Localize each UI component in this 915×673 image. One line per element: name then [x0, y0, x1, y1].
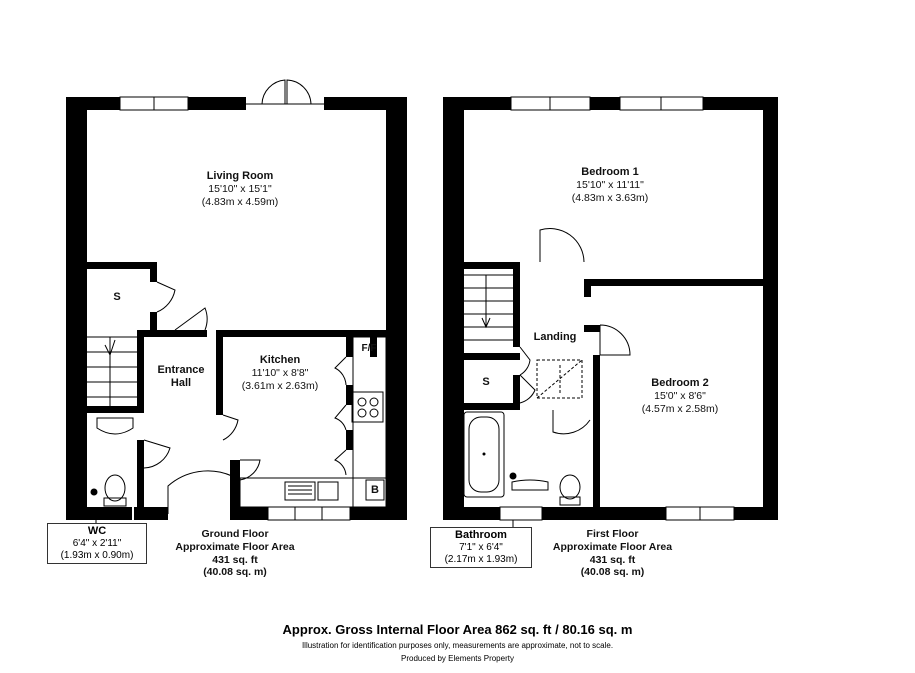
- disclaimer-text: Illustration for identification purposes only, measurements are approximate, not to scale.: [301, 641, 614, 650]
- first-windows: [500, 97, 734, 520]
- first-floor-sqm: (40.08 sq. m): [580, 566, 645, 579]
- entrance-hall-line2: Hall: [170, 377, 192, 390]
- ground-floor-title: Ground Floor: [201, 528, 269, 540]
- boiler-label: B: [371, 484, 379, 496]
- ground-east-wall: [386, 97, 407, 520]
- ground-door-swings: [144, 282, 346, 514]
- french-doors-icon: [246, 80, 324, 104]
- first-floor-plan: [443, 97, 778, 520]
- ground-floor-sqm: (40.08 sq. m): [203, 566, 267, 579]
- sink-icon: [285, 482, 315, 500]
- bedroom2-imperial: 15'0" x 8'6": [654, 390, 706, 403]
- toilet-icon: [105, 475, 125, 501]
- first-stairs: [464, 275, 513, 340]
- bedroom2-name: Bedroom 2: [651, 377, 709, 389]
- ground-north-wall: [66, 97, 120, 110]
- bathroom-basin-icon: [512, 480, 548, 490]
- ground-floor-area: [150, 528, 320, 579]
- living-room-metric: (4.83m x 4.59m): [201, 196, 279, 209]
- fridge-freezer-label: F/F: [361, 343, 377, 354]
- ground-stairs: [87, 337, 137, 406]
- wc-label: [47, 523, 147, 564]
- entrance-hall-line1: Entrance: [157, 364, 205, 376]
- first-floor-area: [530, 528, 695, 579]
- bedroom1-imperial: 15'10" x 11'11": [576, 179, 644, 192]
- bathroom-imperial: 7'1" x 6'4": [459, 542, 503, 554]
- bathroom-metric: (2.17m x 1.93m): [444, 554, 518, 566]
- ground-south-wall: [66, 507, 132, 520]
- wc-metric: (1.93m x 0.90m): [60, 550, 134, 562]
- bedroom1-label: [550, 166, 670, 205]
- kitchen-metric: (3.61m x 2.63m): [241, 380, 319, 393]
- ground-floor-subtitle: Approximate Floor Area: [175, 540, 295, 553]
- bedroom2-label: [620, 377, 740, 416]
- bathroom-label: [430, 527, 532, 568]
- wc-fixtures: [97, 418, 133, 506]
- entrance-hall-label: [146, 364, 216, 391]
- bathroom-name: Bathroom: [455, 529, 507, 541]
- wc-name: WC: [87, 525, 107, 537]
- living-room-imperial: 15'10" x 15'1": [208, 183, 272, 196]
- first-east-wall: [763, 97, 778, 520]
- kitchen-name: Kitchen: [259, 354, 301, 366]
- bathroom-toilet-icon: [560, 475, 580, 499]
- storage-label: S: [113, 291, 121, 303]
- hob-icon: [352, 392, 383, 422]
- first-floor-sqft: 431 sq. ft: [589, 553, 636, 566]
- first-south-wall: [443, 507, 500, 520]
- kitchen-imperial: 11'10" x 8'8": [251, 367, 309, 380]
- kitchen-label: [220, 354, 340, 393]
- loft-hatch-icon: [537, 360, 582, 398]
- bathroom-fixtures: [464, 412, 580, 505]
- first-floor-subtitle: Approximate Floor Area: [552, 540, 673, 553]
- wc-imperial: 6'4" x 2'11": [72, 538, 122, 550]
- living-room-name: Living Room: [206, 170, 274, 182]
- landing-label: Landing: [533, 331, 577, 343]
- basin-icon: [97, 418, 133, 434]
- bedroom1-name: Bedroom 1: [581, 166, 639, 178]
- producer-text: Produced by Elements Property: [401, 654, 514, 663]
- first-storage-label: S: [482, 376, 490, 388]
- living-room-label: [170, 170, 310, 209]
- bedroom1-metric: (4.83m x 3.63m): [571, 192, 649, 205]
- first-floor-title: First Floor: [586, 528, 639, 540]
- bedroom2-metric: (4.57m x 2.58m): [641, 403, 719, 416]
- first-north-wall: [443, 97, 511, 110]
- ground-west-wall: [66, 97, 87, 520]
- ground-windows: [120, 97, 350, 520]
- first-west-wall: [443, 97, 464, 520]
- gross-area-text: Approx. Gross Internal Floor Area 862 sq. ft / 80.16 sq. m: [282, 622, 633, 637]
- ground-floor-sqft: 431 sq. ft: [212, 553, 258, 566]
